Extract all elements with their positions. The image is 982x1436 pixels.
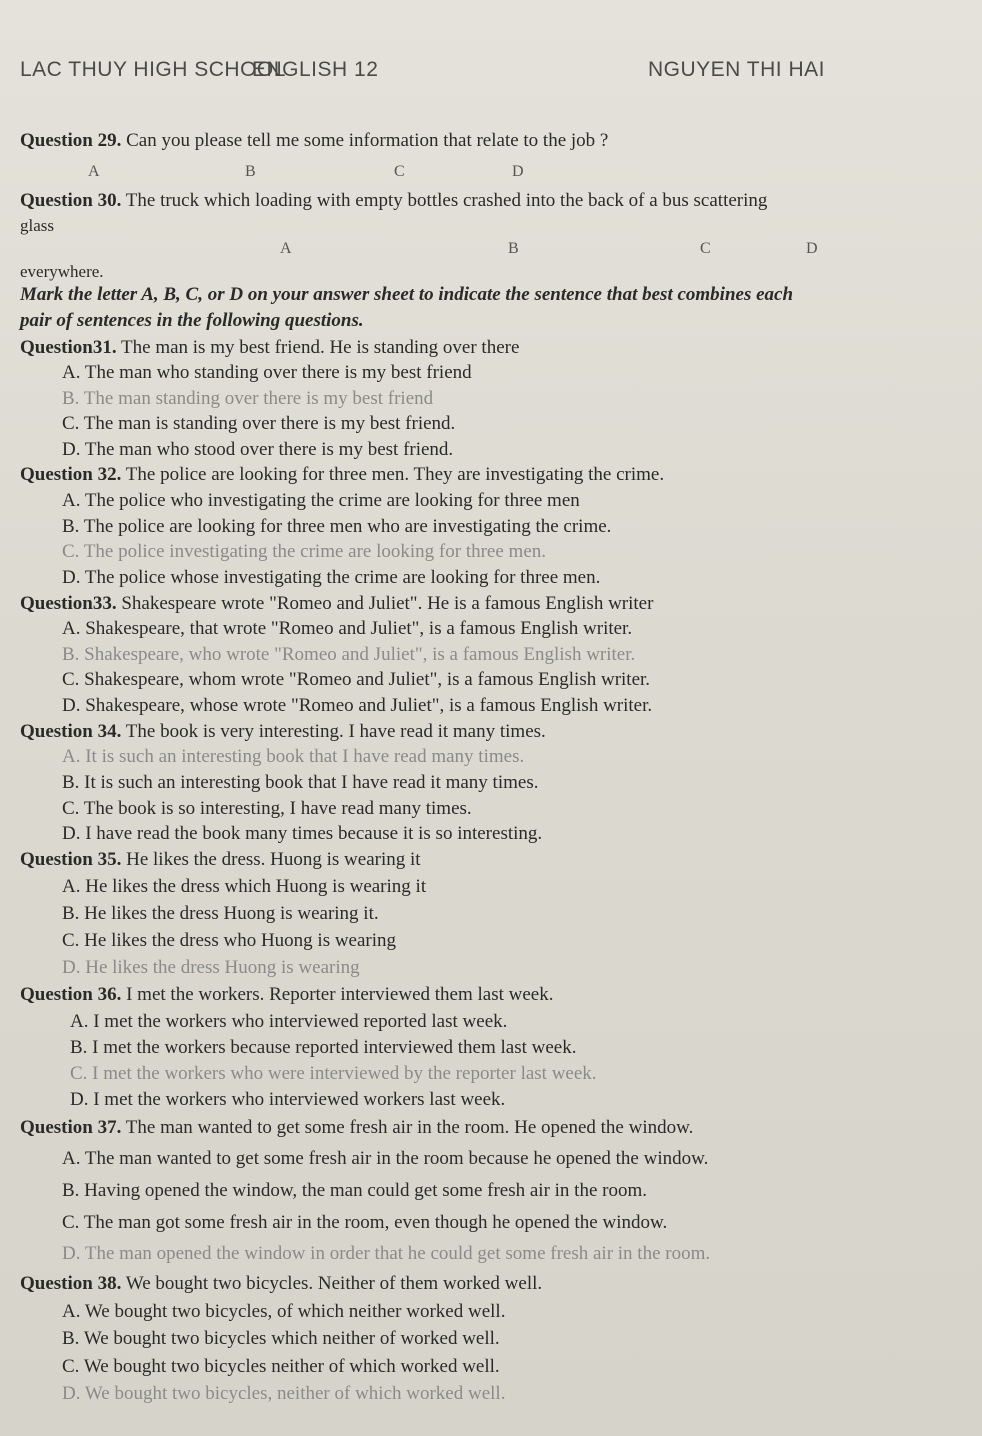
option-a[interactable]: A. The man wanted to get some fresh air in the room because he opened the window. xyxy=(62,1148,709,1169)
question-text: Can you please tell me some information that relate to the job ? xyxy=(126,130,609,151)
question-38 xyxy=(20,1273,542,1295)
option-c[interactable]: C. We bought two bicycles neither of which worked well. xyxy=(62,1356,500,1377)
instruction-line-1: Mark the letter A, B, C, or D on your answer sheet to indicate the sentence that best combines each xyxy=(20,284,794,305)
option-a[interactable]: A. The man who standing over there is my best friend xyxy=(62,362,472,383)
question-text: The man is my best friend. He is standing over there xyxy=(121,337,520,358)
question-36 xyxy=(20,984,553,1006)
question-label: Question 29. xyxy=(20,130,122,151)
option-b[interactable]: B. I met the workers because reported interviewed them last week. xyxy=(70,1037,577,1058)
option-a[interactable]: A. The police who investigating the crime are looking for three men xyxy=(62,490,580,511)
question-label: Question 30. xyxy=(20,190,122,211)
question-text: We bought two bicycles. Neither of them worked well. xyxy=(125,1273,543,1294)
question-37 xyxy=(20,1117,693,1139)
question-label: Question 34. xyxy=(20,721,122,742)
subject-name: ENGLISH 12 xyxy=(252,58,379,81)
teacher-name: NGUYEN THI HAI xyxy=(648,58,825,81)
option-b[interactable]: B. Having opened the window, the man could get some fresh air in the room. xyxy=(62,1180,647,1201)
option-a[interactable]: A. I met the workers who interviewed reported last week. xyxy=(70,1011,508,1032)
error-letter-a: A xyxy=(88,163,100,180)
error-letter-b: B xyxy=(508,240,519,257)
question-30-end: everywhere. xyxy=(20,262,104,281)
question-label: Question33. xyxy=(20,593,117,614)
page-header xyxy=(20,58,962,88)
question-text: He likes the dress. Huong is wearing it xyxy=(126,849,421,870)
error-letter-a: A xyxy=(280,240,292,257)
error-letter-d: D xyxy=(512,163,524,180)
option-b[interactable]: B. The police are looking for three men who are investigating the crime. xyxy=(62,516,612,537)
option-a[interactable]: A. He likes the dress which Huong is wearing it xyxy=(62,876,427,897)
option-b[interactable]: B. He likes the dress Huong is wearing it. xyxy=(62,903,379,924)
option-d[interactable]: D. Shakespeare, whose wrote "Romeo and Juliet", is a famous English writer. xyxy=(62,695,653,716)
instruction-line-2: pair of sentences in the following questions. xyxy=(20,310,364,331)
question-30-continued: glass xyxy=(20,216,54,235)
question-label: Question 36. xyxy=(20,984,122,1005)
question-35 xyxy=(20,849,421,871)
option-a[interactable]: A. We bought two bicycles, of which neither worked well. xyxy=(62,1301,506,1322)
question-34 xyxy=(20,721,546,743)
option-b[interactable]: B. Shakespeare, who wrote "Romeo and Juliet", is a famous English writer. xyxy=(62,644,636,665)
question-31 xyxy=(20,337,519,359)
question-30 xyxy=(20,190,767,212)
question-text: The truck which loading with empty bottles crashed into the back of a bus scattering xyxy=(125,190,768,211)
option-d[interactable]: D. I have read the book many times because it is so interesting. xyxy=(62,823,543,844)
error-letter-c: C xyxy=(394,163,405,180)
option-c[interactable]: C. I met the workers who were interviewed by the reporter last week. xyxy=(70,1063,597,1084)
question-33 xyxy=(20,593,653,615)
question-label: Question 35. xyxy=(20,849,122,870)
option-c[interactable]: C. The man got some fresh air in the room, even though he opened the window. xyxy=(62,1212,668,1233)
question-29 xyxy=(20,130,608,152)
school-name: LAC THUY HIGH SCHOOL xyxy=(20,58,286,81)
question-label: Question 32. xyxy=(20,464,122,485)
question-label: Question31. xyxy=(20,337,117,358)
option-c[interactable]: C. The book is so interesting, I have read many times. xyxy=(62,798,472,819)
option-d[interactable]: D. The man opened the window in order that he could get some fresh air in the room. xyxy=(62,1243,711,1264)
option-a[interactable]: A. Shakespeare, that wrote "Romeo and Juliet", is a famous English writer. xyxy=(62,618,633,639)
option-d[interactable]: D. We bought two bicycles, neither of which worked well. xyxy=(62,1383,506,1404)
question-text: The man wanted to get some fresh air in the room. He opened the window. xyxy=(125,1117,694,1138)
question-label: Question 37. xyxy=(20,1117,122,1138)
question-text: The police are looking for three men. They are investigating the crime. xyxy=(125,464,665,485)
error-letter-b: B xyxy=(245,163,256,180)
option-b[interactable]: B. It is such an interesting book that I have read it many times. xyxy=(62,772,539,793)
question-text: The book is very interesting. I have read it many times. xyxy=(125,721,546,742)
error-letter-c: C xyxy=(700,240,711,257)
option-c[interactable]: C. The man is standing over there is my best friend. xyxy=(62,413,456,434)
option-d[interactable]: D. He likes the dress Huong is wearing xyxy=(62,957,360,978)
option-b[interactable]: B. The man standing over there is my best friend xyxy=(62,388,434,409)
option-c[interactable]: C. The police investigating the crime are looking for three men. xyxy=(62,541,546,562)
question-label: Question 38. xyxy=(20,1273,122,1294)
option-d[interactable]: D. The police whose investigating the crime are looking for three men. xyxy=(62,567,601,588)
question-text: I met the workers. Reporter interviewed them last week. xyxy=(126,984,554,1005)
option-b[interactable]: B. We bought two bicycles which neither of worked well. xyxy=(62,1328,500,1349)
option-c[interactable]: C. He likes the dress who Huong is wearing xyxy=(62,930,397,951)
question-text: Shakespeare wrote "Romeo and Juliet". He is a famous English writer xyxy=(121,593,654,614)
option-a[interactable]: A. It is such an interesting book that I have read many times. xyxy=(62,746,525,767)
option-d[interactable]: D. I met the workers who interviewed workers last week. xyxy=(70,1089,506,1110)
option-d[interactable]: D. The man who stood over there is my best friend. xyxy=(62,439,454,460)
option-c[interactable]: C. Shakespeare, whom wrote "Romeo and Juliet", is a famous English writer. xyxy=(62,669,651,690)
error-letter-d: D xyxy=(806,240,818,257)
question-32 xyxy=(20,464,664,486)
